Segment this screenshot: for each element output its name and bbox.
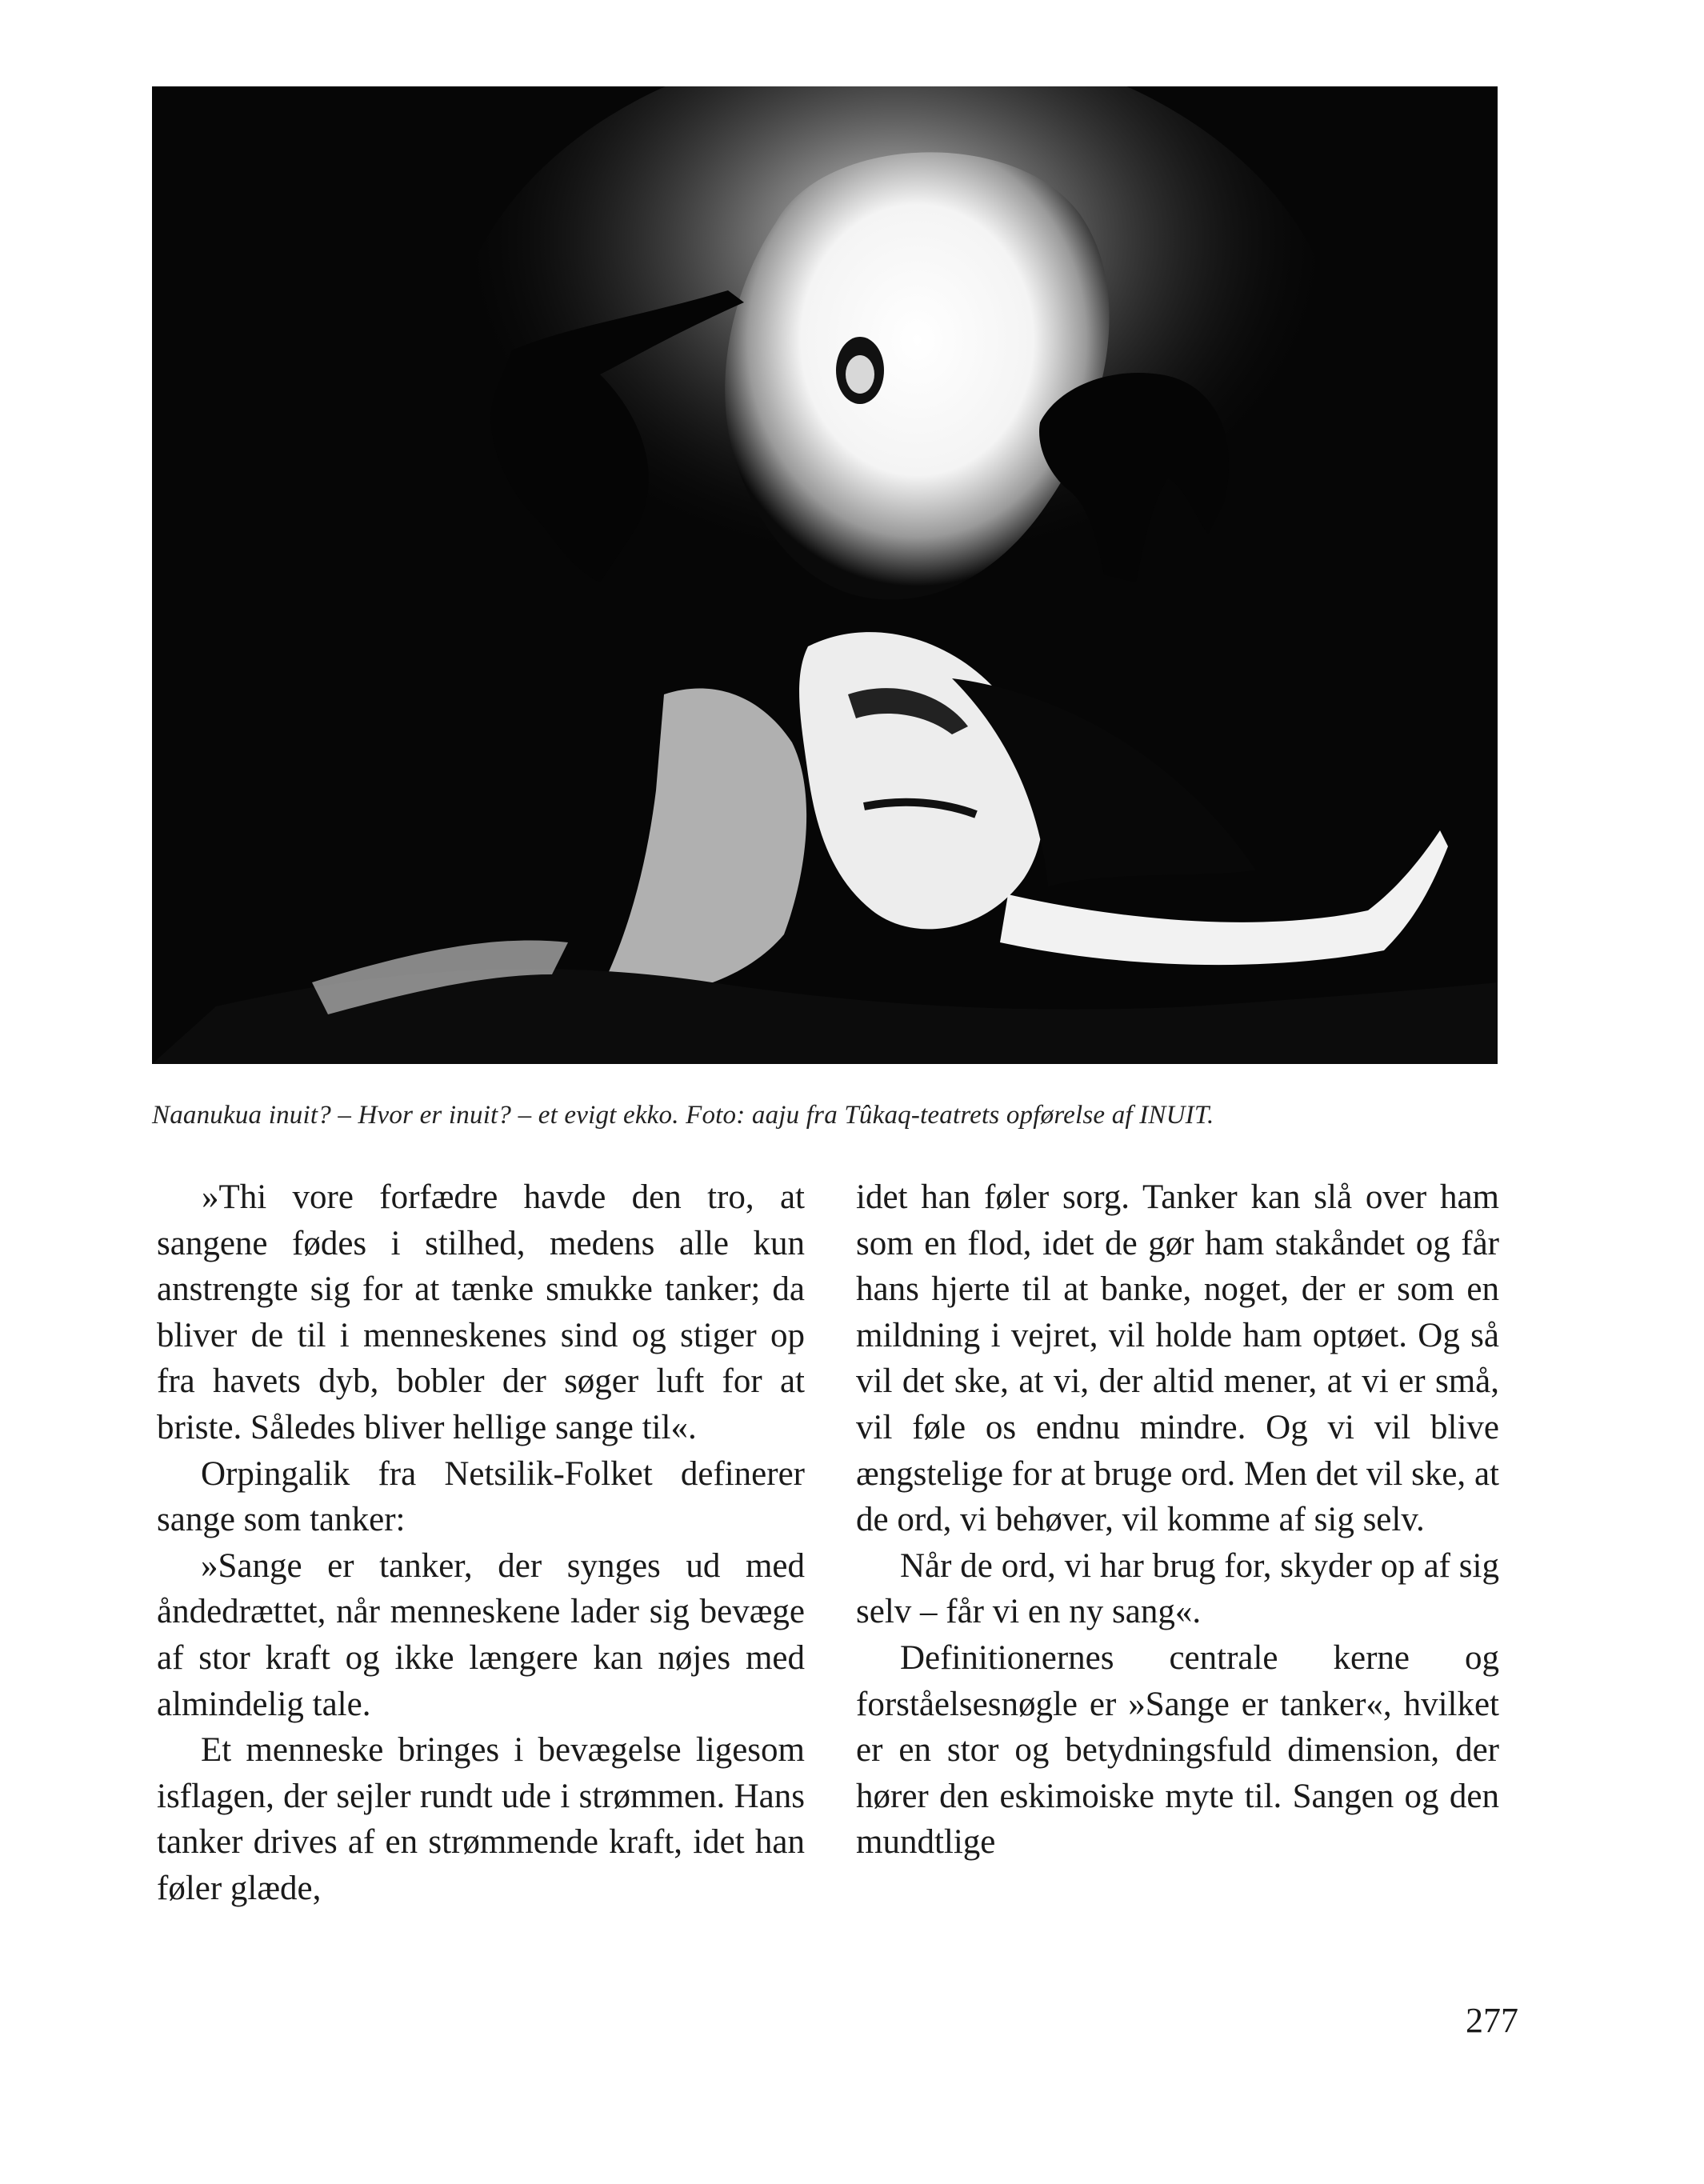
stage-photo bbox=[152, 86, 1498, 1064]
paragraph: idet han føler sorg. Tanker kan slå over ham som en flod, idet de gør ham stakåndet og får hans hjerte til at banke, noget, der er som en mildning i vejret, vil holde ham optøet. Og så vil det ske, at vi, der altid mener, at vi er små, vil føle os endnu mindre. Og vi vil blive ængstelige for at bruge ord. Men det vil ske, at de ord, vi behøver, vil komme af sig selv. bbox=[856, 1178, 1499, 1539]
paragraph: Når de ord, vi har brug for, skyder op af sig selv – får vi en ny sang«. bbox=[856, 1546, 1499, 1631]
paragraph: Definitionernes centrale kerne og forståelsesnøgle er »Sange er tanker«, hvilket er en stor og betydningsfuld dimension, der hører den eskimoiske myte til. Sangen og den mundtlige bbox=[856, 1638, 1499, 1862]
page-number: 277 bbox=[1466, 2001, 1518, 2040]
text-column-left bbox=[157, 1174, 805, 1912]
photo-illustration bbox=[152, 86, 1498, 1064]
paragraph: Orpingalik fra Netsilik-Folket definerer sange som tanker: bbox=[157, 1454, 805, 1539]
photo-caption: Naanukua inuit? – Hvor er inuit? – et evigt ekko. Foto: aaju fra Tûkaq-teatrets opførelse af INUIT. bbox=[152, 1101, 1214, 1130]
text-column-right bbox=[856, 1174, 1499, 1866]
paragraph: Et menneske bringes i bevægelse ligesom isflagen, der sejler rundt ude i strømmen. Hans tanker drives af en strømmende kraft, idet han føler glæde, bbox=[157, 1731, 805, 1907]
paragraph: »Sange er tanker, der synges ud med åndedrættet, når menneskene lader sig bevæge af stor kraft og ikke længere kan nøjes med almindelig tale. bbox=[157, 1546, 805, 1723]
paragraph: »Thi vore forfædre havde den tro, at sangene fødes i stilhed, medens alle kun anstrengte sig for at tænke smukke tanker; da bliver de til i menneskenes sind og stiger op fra havets dyb, bobler der søger luft for at briste. Således bliver hellige sange til«. bbox=[157, 1178, 805, 1446]
